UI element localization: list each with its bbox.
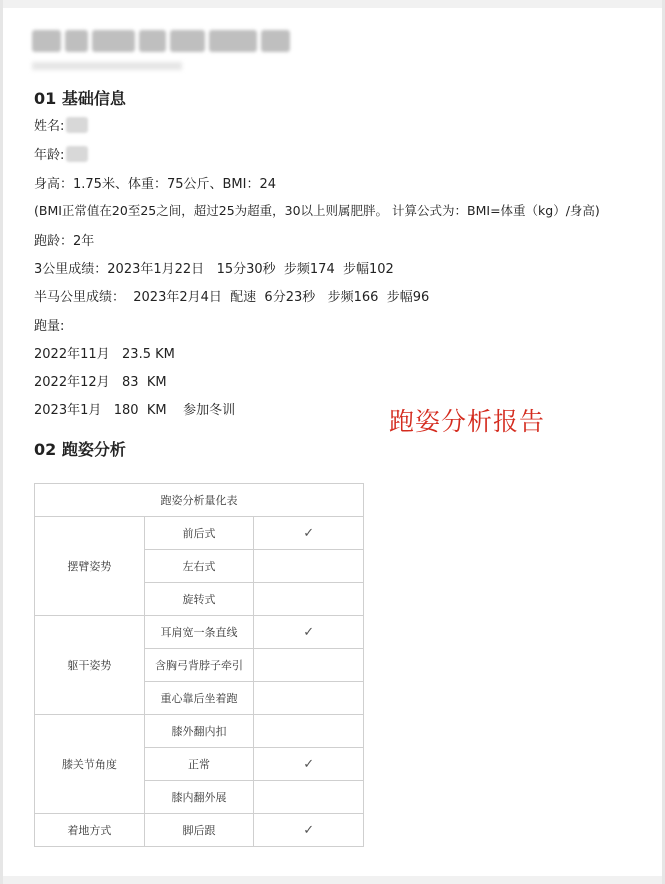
- check-cell: [254, 517, 364, 550]
- record-half-marathon: 半马公里成绩： 2023年2月4日 配速 6分23秒 步频166 步幅96: [34, 290, 430, 305]
- volume-item: 2022年11月 23.5 KM: [34, 347, 175, 362]
- section-heading-basic-info: 01 基础信息: [34, 89, 126, 108]
- category-cell: 摆臂姿势: [35, 517, 145, 616]
- check-cell: [254, 550, 364, 583]
- section-heading-gait-analysis: 02 跑姿分析: [34, 440, 126, 459]
- category-cell: 着地方式: [35, 814, 145, 847]
- page-left-edge: [0, 0, 3, 884]
- check-mark-icon: ✓: [303, 624, 315, 640]
- table-row: [35, 814, 364, 847]
- report-title-watermark: 跑姿分析报告: [389, 407, 546, 436]
- check-mark-icon: ✓: [303, 756, 315, 772]
- bmi-note: (BMI正常值在20至25之间，超过25为超重，30以上则属肥胖。 计算公式为：BMI=体重（kg）/身高): [34, 203, 600, 218]
- gait-analysis-table: [34, 483, 364, 847]
- option-cell: 重心靠后坐着跑: [144, 682, 254, 715]
- check-mark-icon: ✓: [303, 525, 315, 541]
- check-cell: [254, 715, 364, 748]
- redacted-title: [32, 30, 290, 52]
- redacted-age: [66, 146, 88, 162]
- check-cell: [254, 748, 364, 781]
- option-cell: 耳肩宽一条直线: [144, 616, 254, 649]
- record-3km: 3公里成绩：2023年1月22日 15分30秒 步频174 步幅102: [34, 262, 394, 277]
- age-row: [34, 144, 88, 163]
- category-cell: 躯干姿势: [35, 616, 145, 715]
- redacted-name: [66, 117, 88, 133]
- check-cell: [254, 616, 364, 649]
- option-cell: 左右式: [144, 550, 254, 583]
- running-age: 跑龄：2年: [34, 234, 95, 249]
- option-cell: 前后式: [144, 517, 254, 550]
- table-row: [35, 517, 364, 550]
- option-cell: 旋转式: [144, 583, 254, 616]
- check-cell: [254, 649, 364, 682]
- option-cell: 含胸弓背脖子牵引: [144, 649, 254, 682]
- age-label: 年龄:: [34, 148, 65, 163]
- check-cell: [254, 781, 364, 814]
- check-mark-icon: ✓: [303, 822, 315, 838]
- option-cell: 正常: [144, 748, 254, 781]
- table-row: [35, 715, 364, 748]
- option-cell: 膝内翻外展: [144, 781, 254, 814]
- name-label: 姓名:: [34, 119, 65, 134]
- body-stats: 身高：1.75米、体重：75公斤、BMI：24: [34, 177, 276, 192]
- table-row: [35, 616, 364, 649]
- table-title: 跑姿分析量化表: [35, 484, 364, 517]
- volume-item: 2023年1月 180 KM 参加冬训: [34, 403, 236, 418]
- page-bottom-edge: [0, 876, 665, 884]
- check-cell: [254, 682, 364, 715]
- option-cell: 膝外翻内扣: [144, 715, 254, 748]
- check-cell: [254, 583, 364, 616]
- volume-item: 2022年12月 83 KM: [34, 375, 167, 390]
- option-cell: 脚后跟: [144, 814, 254, 847]
- table-title-row: [35, 484, 364, 517]
- volume-label: 跑量:: [34, 319, 65, 334]
- category-cell: 膝关节角度: [35, 715, 145, 814]
- page-top-edge: [0, 0, 665, 8]
- check-cell: [254, 814, 364, 847]
- redacted-subtitle: [32, 62, 182, 70]
- name-row: [34, 115, 88, 134]
